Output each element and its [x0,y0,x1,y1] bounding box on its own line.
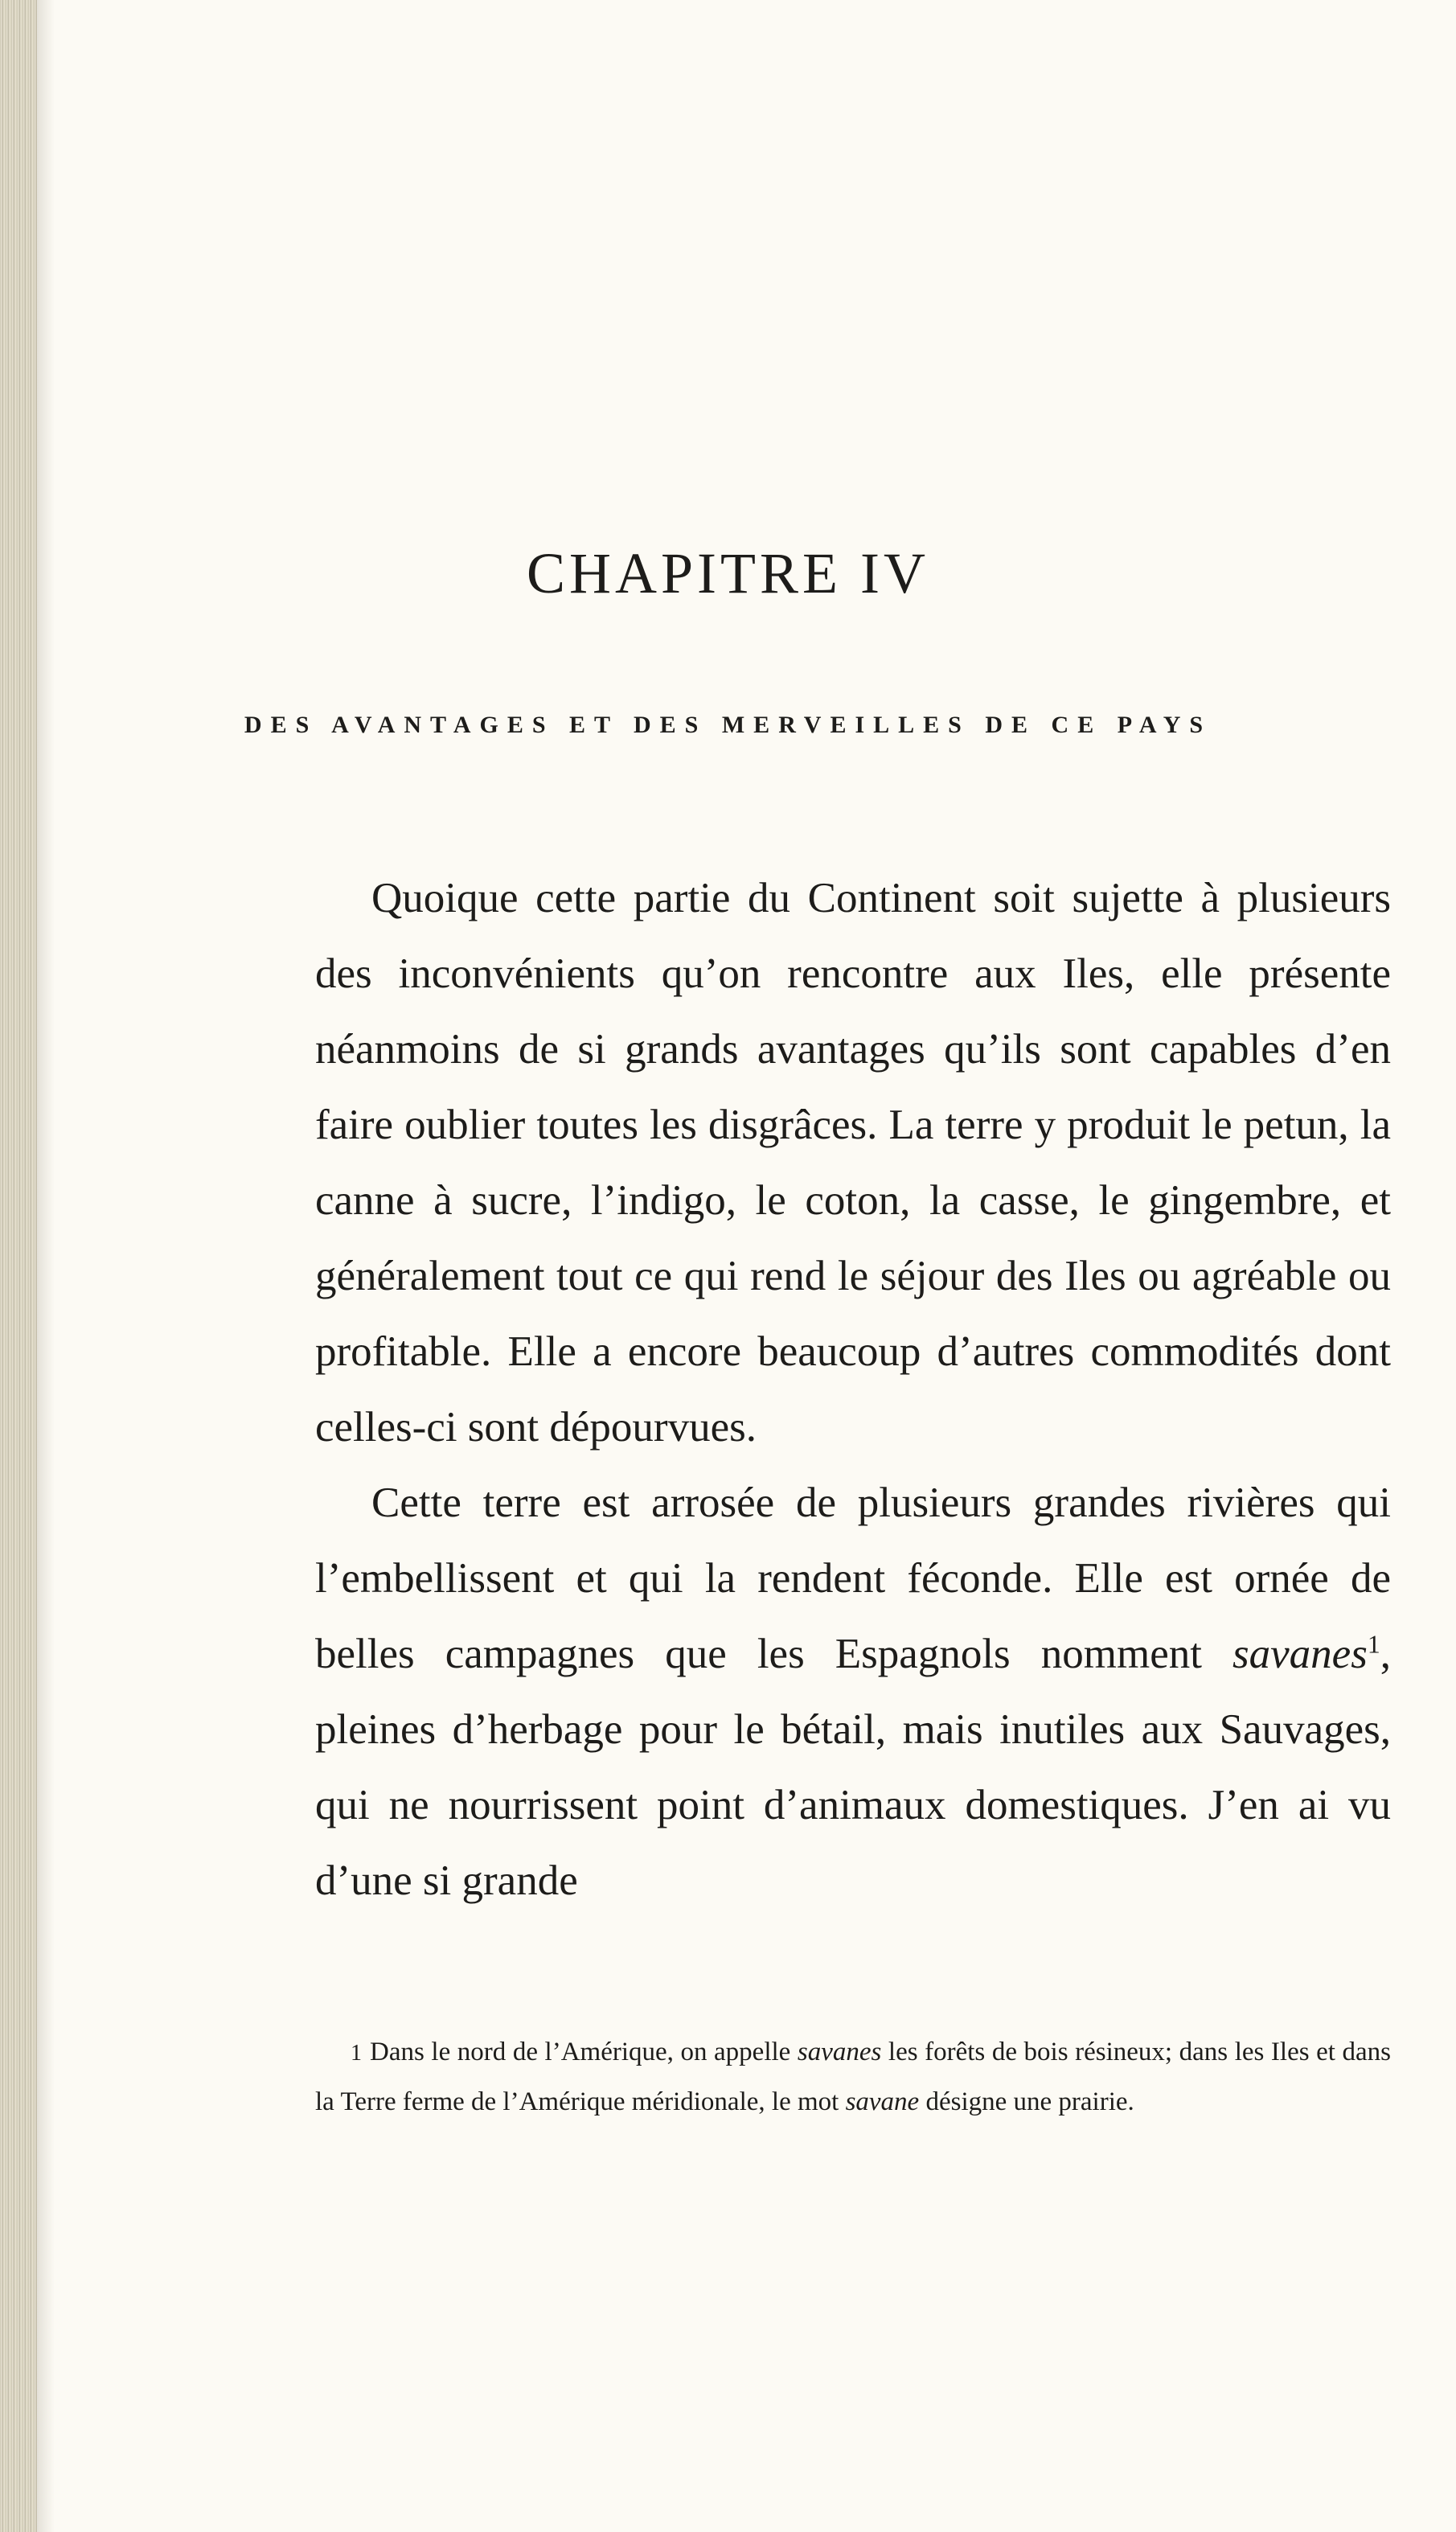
paragraph-2-text-after: , pleines d’herbage pour le bétail, mais inutiles aux Sauvages, qui ne nourrissent point d’animaux domestiques. J’en ai vu d’une si grande [315,1631,1391,1904]
footnote-text-1: Dans le nord de l’Amérique, on appelle [370,2038,798,2066]
body-text [315,860,1391,1918]
footnote-term-2: savane [845,2087,920,2116]
paragraph-1: Quoique cette partie du Continent soit sujette à plusieurs des inconvénients qu’on rencontre aux Iles, elle présente néanmoins de si grands avantages qu’ils sont capables d’en faire oublier toutes les disgrâces. La terre y produit le petun, la canne à sucre, l’indigo, le coton, la casse, le gingembre, et généralement tout ce qui rend le séjour des Iles ou agréable ou profitable. Elle a encore beaucoup d’autres commodités dont celles-ci sont dépourvues. [315,875,1391,1451]
chapter-subtitle: DES AVANTAGES ET DES MERVEILLES DE CE PAYS [244,712,1212,738]
footnote-text-2: les forêts de bois résineux; dans les Iles et dans la Terre ferme de l’Amérique méridionale, le mot [315,2038,1391,2116]
footnote-text-3: désigne une prairie. [919,2087,1134,2116]
book-binding-edge [0,0,37,2532]
footnote-mark: 1 [351,2041,363,2066]
paragraph-2-text-before: Cette terre est arrosée de plusieurs grandes rivières qui l’embellissent et qui la rendent féconde. Elle est ornée de belles campagnes que les Espagnols nomment [315,1479,1391,1677]
paragraph-2 [315,1465,1391,1918]
gutter-shadow [37,0,55,2532]
chapter-title: CHAPITRE IV [527,541,929,605]
paragraph-2-term: savanes [1232,1631,1368,1677]
footnote-term-1: savanes [797,2038,882,2066]
footnote [315,2028,1391,2126]
footnote-reference: 1 [1367,1630,1380,1659]
